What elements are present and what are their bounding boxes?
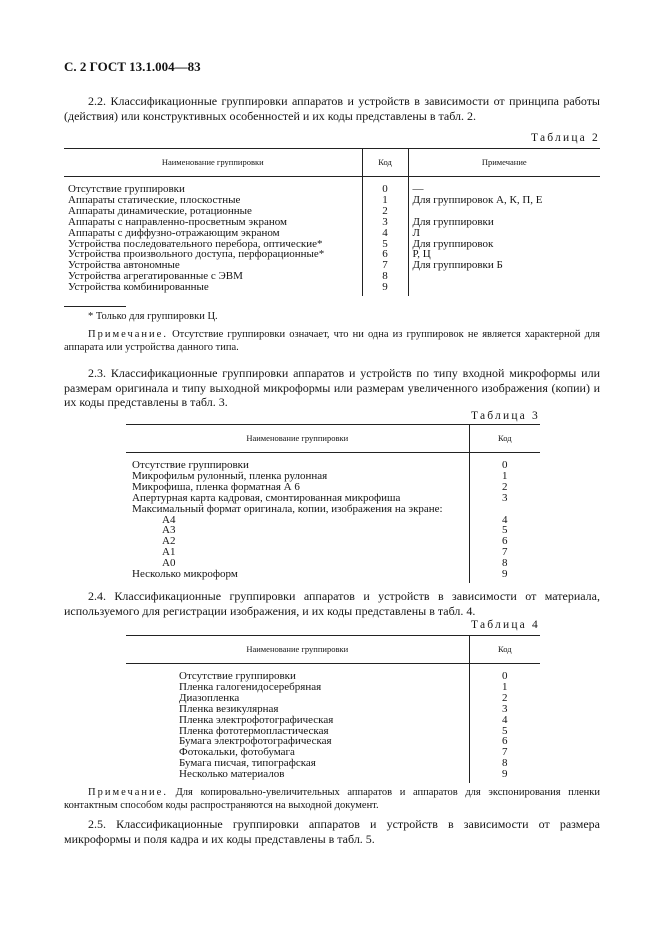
row-name: Фотокальки, фотобумага [179,746,295,759]
spacer-cell [126,580,469,583]
table-row [126,547,540,558]
table2-body [64,177,600,297]
row-code: 1 [362,195,408,206]
table-row [126,569,540,580]
row-code: 8 [362,271,408,282]
row-code: 9 [469,569,540,580]
spacer-cell [469,780,540,783]
table4-header-name: Наименование группировки [126,636,469,664]
row-name: А3 [162,524,176,537]
row-code: 5 [469,726,540,737]
table-row [64,217,600,228]
table2-header-code: Код [362,149,408,177]
table3-body [126,453,540,583]
row-code: 1 [469,682,540,693]
table2-footnote: * Только для группировки Ц. [88,311,218,322]
table2-note [64,328,600,354]
row-code: 8 [469,758,540,769]
table2-header-row [64,149,600,177]
table3-caption: Таблица 3 [471,410,540,422]
row-code: 3 [362,217,408,228]
paragraph-2-2: 2.2. Классификационные группировки аппаратов и устройств в зависимости от принципа работы (действия) или конструктивных особенностей и их коды представлены в табл. 2. [64,94,600,123]
row-code: 4 [469,515,540,526]
table3-header-row [126,425,540,453]
spacer-cell [126,664,469,672]
row-name: Устройства последовательного перебора, оптические* [68,237,323,250]
row-code [469,504,540,515]
table-row [126,515,540,526]
spacer-cell [408,177,600,185]
row-name: Диазопленка [179,691,240,704]
row-code: 7 [362,260,408,271]
table4-header-row [126,636,540,664]
table4-note [64,786,600,812]
row-name: Несколько материалов [179,768,285,781]
row-note: Для группировок [408,239,600,250]
row-name: Устройства агрегатированные с ЭВМ [68,270,243,283]
row-name: А0 [162,557,176,570]
row-code: 0 [362,184,408,195]
table-3 [126,424,540,583]
row-name: А4 [162,513,176,526]
row-code: 8 [469,558,540,569]
row-code: 1 [469,471,540,482]
row-code: 9 [469,769,540,780]
row-note: — [408,184,600,195]
table-4 [126,635,540,783]
row-name: Пленка фототермопластическая [179,724,329,737]
row-name: Устройства автономные [68,259,180,272]
spacer-cell [126,780,469,783]
table2-note-text: Отсутствие группировки означает, что ни одна из группировок не является характерной для аппарата или устройства данного типа. [64,329,600,353]
table-row [126,504,540,515]
row-name: Устройства комбинированные [68,281,209,294]
table4-body [126,664,540,784]
paragraph-2-4: 2.4. Классификационные группировки аппаратов и устройств в зависимости от материала, используемого для регистрации изображения, и их коды представлены в табл. 4. [64,589,600,618]
row-note [408,271,600,282]
row-name: Аппараты с направленно-просветным экраном [68,215,287,228]
row-code: 7 [469,747,540,758]
spacer-cell [408,293,600,296]
row-code: 7 [469,547,540,558]
row-code: 6 [469,736,540,747]
row-name: Пленка галогенидосеребряная [179,680,322,693]
row-code: 5 [362,239,408,250]
row-note [408,282,600,293]
row-name: А1 [162,546,176,559]
row-name: Апертурная карта кадровая, смонтированная микрофиша [132,491,401,504]
row-code: 4 [469,715,540,726]
row-name: Микрофиша, пленка форматная А 6 [132,480,300,493]
paragraph-2-3: 2.3. Классификационные группировки аппаратов и устройств по типу входной микроформы или размерам оригинала и типу выходной микроформы или размерам увеличенного изображения (копии) и их коды представлены в табл. 3. [64,366,600,409]
row-code: 2 [469,693,540,704]
row-note: Для группировки Б [408,260,600,271]
row-name: Отсутствие группировки [132,459,249,471]
table-row [126,536,540,547]
row-name: Пленка электрофотографическая [179,713,334,726]
table2-header-note: Примечание [408,149,600,177]
table2-note-label: Примечание. [88,329,168,340]
table4-note-text: Для копировально-увеличительных аппаратов и аппаратов для экспонирования пленки контактным способом коды распространяются на выходной документ. [64,787,601,811]
row-name: Пленка везикулярная [179,702,279,715]
row-name: Отсутствие группировки [68,183,185,195]
row-code: 0 [469,671,540,682]
table-row [126,493,540,504]
table4-header-code: Код [469,636,540,664]
table4-note-label: Примечание. [88,787,168,798]
table-row [126,704,540,715]
row-name: А2 [162,535,176,548]
row-name: Аппараты с диффузно-отражающим экраном [68,226,280,239]
row-code: 9 [362,282,408,293]
footnote-rule [64,306,126,307]
spacer-cell [64,293,362,296]
row-name: Бумага писчая, типографская [179,757,316,770]
row-code: 3 [469,704,540,715]
row-code: 3 [469,493,540,504]
page-header: С. 2 ГОСТ 13.1.004—83 [64,59,201,74]
table-row [64,228,600,239]
table-spacer-row [126,780,540,783]
row-name: Микрофильм рулонный, пленка рулонная [132,469,328,482]
row-name: Несколько микроформ [132,568,238,581]
table4-caption: Таблица 4 [471,619,540,631]
table-row [126,525,540,536]
row-name: Отсутствие группировки [179,670,296,682]
row-code: 5 [469,525,540,536]
spacer-cell [362,293,408,296]
row-code: 2 [469,482,540,493]
table-row [126,769,540,780]
table3-header-name: Наименование группировки [126,425,469,453]
row-note: Для группировки [408,217,600,228]
table3-header-code: Код [469,425,540,453]
table-spacer-row [64,293,600,296]
row-name: Аппараты динамические, ротационные [68,204,252,217]
row-code: 2 [362,206,408,217]
row-code: 6 [469,536,540,547]
row-name: Бумага электрофотографическая [179,735,332,748]
table-2 [64,148,600,296]
row-note: Л [408,228,600,239]
row-code: 4 [362,228,408,239]
row-code: 6 [362,249,408,260]
row-name: Максимальный формат оригинала, копии, изображения на экране: [132,502,443,515]
row-name: Аппараты статические, плоскостные [68,193,241,206]
table-row [126,715,540,726]
table2-caption: Таблица 2 [531,132,600,144]
table-spacer-row [126,580,540,583]
row-note: Р, Ц [408,249,600,260]
row-code: 0 [469,460,540,471]
table2-header-name: Наименование группировки [64,149,362,177]
row-note: Для группировок А, К, П, Е [408,195,600,206]
table-row [64,282,600,293]
row-name: Устройства произвольного доступа, перфорационные* [68,248,325,261]
paragraph-2-5: 2.5. Классификационные группировки аппаратов и устройств в зависимости от размера микроформы и поля кадра и их коды представлены в табл. 5. [64,817,600,846]
spacer-cell [469,580,540,583]
